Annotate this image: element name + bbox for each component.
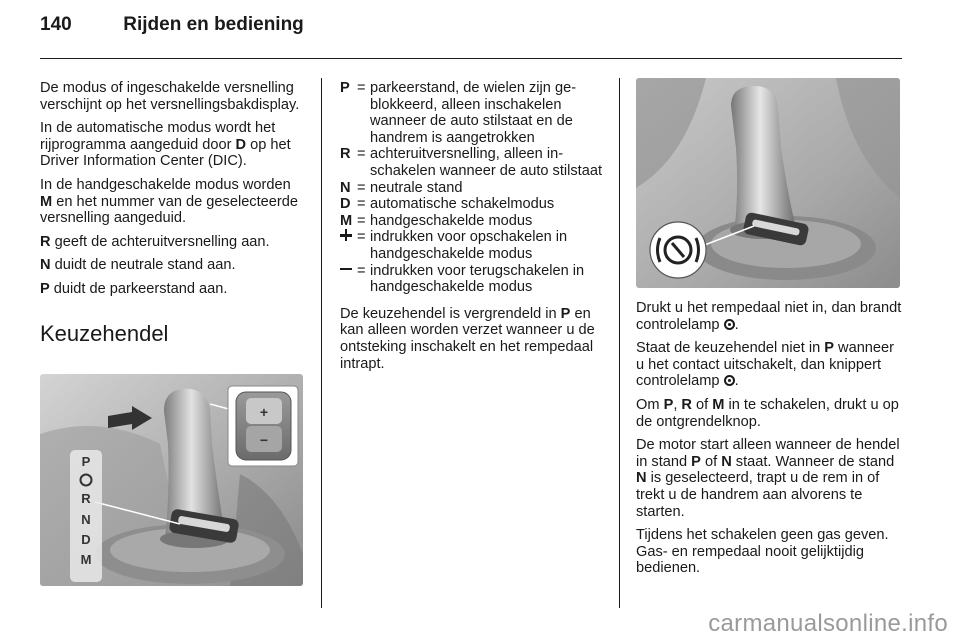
text: wanneer u het contact uitschakelt, dan knippert controlelamp: [636, 340, 895, 390]
equals-sign: =: [357, 179, 366, 196]
gear-label: N: [636, 470, 647, 487]
text: In de handgeschakelde modus worden: [40, 176, 291, 193]
gear-indicator-r: R: [81, 491, 91, 506]
paragraph: [636, 437, 904, 520]
gear-description: neutrale stand: [370, 179, 463, 196]
text: De keuzehendel is vergrendeld in: [340, 305, 561, 322]
gear-label: D: [235, 136, 247, 153]
selector-lever-drawing: [40, 374, 303, 586]
minus-icon: [340, 263, 352, 275]
gear-lever-drawing: [636, 78, 900, 288]
text: op het Driver Information Center (DIC).: [40, 136, 291, 170]
gear-description: achteruitversnelling, alleen inschakelen wanneer de auto stilstaat: [370, 146, 603, 179]
gear-key: D: [340, 196, 351, 213]
list-item: [340, 196, 608, 213]
gear-description: automatische schakelmodus: [370, 196, 555, 213]
text: en kan alleen worden verzet wanneer u de ontsteking inschakelt en het rempedaal intrapt.: [340, 305, 595, 372]
gear-description: handgeschakelde modus: [370, 212, 533, 229]
paragraph: [636, 300, 904, 333]
gear-label: P: [824, 340, 834, 357]
brake-lamp-icon: [724, 319, 735, 330]
gear-indicator-d: D: [81, 532, 91, 547]
paragraph: [40, 80, 306, 113]
gear-description: indrukken voor terugschakelen in handgeschakelde modus: [370, 262, 585, 296]
equals-sign: =: [357, 229, 366, 246]
gear-label: N: [40, 257, 51, 274]
paragraph: [636, 397, 904, 430]
watermark: carmanualsonline.info: [708, 610, 948, 637]
plus-label: +: [259, 404, 269, 420]
paragraph: [636, 527, 904, 577]
list-item: [340, 146, 608, 179]
gear-description: indrukken voor opschakelen in handgeschakelde modus: [370, 229, 568, 262]
text: en het nummer van de geselecteerde versnelling aangeduid.: [40, 193, 298, 227]
column-1: [40, 80, 306, 354]
text: duidt de neutrale stand aan.: [50, 257, 236, 274]
text: De motor start alleen wanneer de hendel in stand: [636, 437, 900, 470]
column-3: [636, 300, 904, 584]
paragraph: [40, 257, 306, 274]
gear-label: N: [721, 453, 732, 470]
equals-sign: =: [357, 196, 366, 213]
column-divider-2: [619, 78, 620, 608]
list-item: [340, 80, 608, 146]
text: Drukt u het rempedaal niet in, dan brandt controlelamp: [636, 300, 902, 333]
text: is geselecteerd, trapt u de rem in of trekt u de handrem aan alvorens te starten.: [636, 470, 880, 520]
gear-lever-lamp-illustration: [636, 78, 900, 288]
plus-icon: [340, 229, 352, 241]
text: of: [700, 453, 722, 470]
text: of: [691, 396, 713, 413]
text: De modus of ingeschakelde versnelling verschijnt op het versnellingsbakdisplay.: [40, 80, 300, 113]
gear-label: P: [663, 396, 674, 413]
selector-lever-illustration: [40, 374, 303, 586]
paragraph: [636, 340, 904, 390]
text: in te schakelen, drukt u op de ontgrendelknop.: [636, 396, 899, 430]
text: In de automatische modus wordt het rijprogramma aangeduid door: [40, 120, 276, 153]
text: .: [734, 373, 739, 390]
brake-lamp-icon: [724, 375, 735, 386]
text: geeft de achteruitversnelling aan.: [50, 233, 270, 250]
gear-label: M: [712, 396, 725, 413]
paragraph: [40, 177, 306, 227]
text: .: [734, 316, 739, 333]
gear-key: M: [340, 212, 353, 229]
gear-key: R: [340, 146, 351, 163]
header-rule: [40, 58, 902, 59]
list-item: [340, 229, 608, 262]
equals-sign: =: [357, 212, 366, 229]
page-title: Rijden en bediening: [123, 14, 304, 35]
gear-label: P: [691, 453, 701, 470]
equals-sign: =: [357, 146, 366, 163]
list-item: [340, 263, 608, 296]
gear-indicator-n: N: [81, 512, 91, 527]
equals-sign: =: [357, 80, 366, 96]
gear-label: P: [40, 280, 50, 297]
gear-key: P: [340, 80, 350, 96]
gear-description: parkeerstand, de wielen zijn geblokkeerd, alleen inschakelen wanneer de auto stilstaat en de handrem is aangetrokken: [370, 80, 577, 146]
gear-label: R: [40, 233, 51, 250]
minus-label: −: [259, 432, 269, 448]
text: Tijdens het schakelen geen gas geven. Gas- en rempedaal nooit gelijktijdig bedienen.: [636, 527, 889, 577]
text: duidt de parkeerstand aan.: [49, 280, 228, 297]
list-item: [340, 180, 608, 197]
gear-definition-list: [340, 80, 608, 296]
paragraph: [40, 234, 306, 251]
gear-key: N: [340, 179, 351, 196]
list-item: [340, 213, 608, 230]
equals-sign: =: [357, 262, 366, 279]
text: staat. Wanneer de stand: [731, 453, 895, 470]
gear-label: P: [560, 305, 571, 322]
paragraph: [340, 306, 608, 372]
column-divider-1: [321, 78, 322, 608]
column-2: [340, 80, 608, 379]
gear-label: R: [681, 396, 692, 413]
page-number: 140: [40, 14, 72, 35]
gear-label: M: [40, 193, 53, 210]
section-heading: Keuzehendel: [40, 320, 169, 346]
gear-indicator-m: M: [80, 552, 92, 567]
gear-indicator-p: P: [81, 454, 91, 469]
text: Staat de keuzehendel niet in: [636, 340, 825, 357]
paragraph: [40, 281, 306, 298]
paragraph: [40, 120, 306, 170]
text: ,: [673, 396, 682, 413]
text: Om: [636, 396, 664, 413]
page-header: [40, 14, 304, 36]
